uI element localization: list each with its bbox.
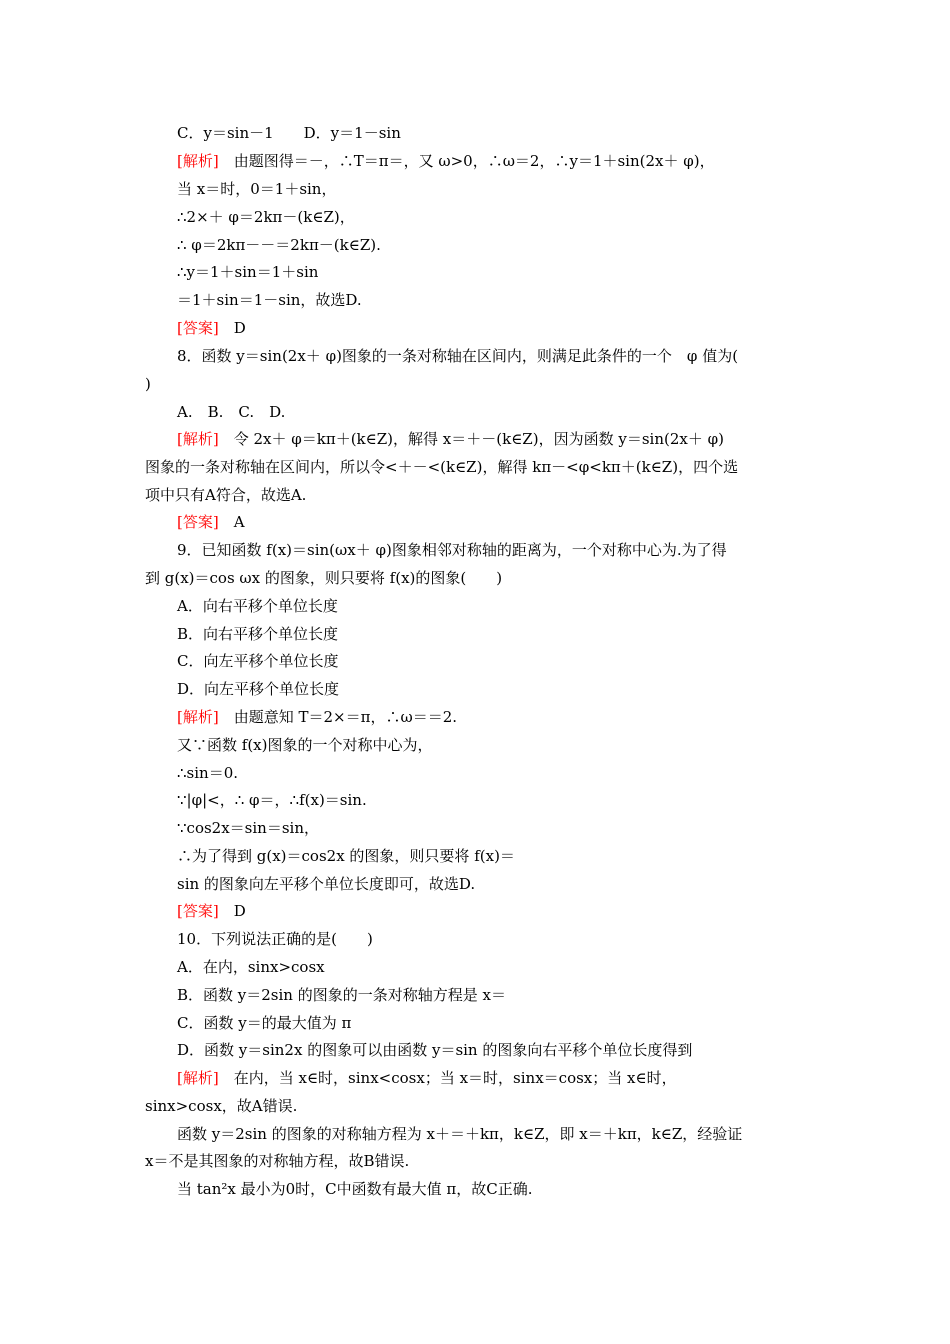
analysis-tag: [解析] [177,152,219,170]
answer-tag: [答案] [177,902,219,920]
option-line: D．函数 y＝sin2x 的图象可以由函数 y＝sin 的图象向右平移个单位长度得到 [177,1041,693,1059]
option-line: D．向左平移个单位长度 [177,680,340,698]
option-line: C．y＝sin－1 D．y＝1－sin [177,124,401,142]
answer-line: [答案] D [177,902,246,920]
text-line: 又∵函数 f(x)图象的一个对称中心为， [177,736,433,754]
question-8: 8．函数 y＝sin(2x＋ φ)图象的一条对称轴在区间内，则满足此条件的一个 φ 值为( [177,347,739,365]
text-line: ∴为了得到 g(x)＝cos2x 的图象，则只要将 f(x)＝ [177,847,515,865]
analysis-line: [解析] 由题意知 T＝2×＝π，∴ω＝＝2. [177,708,458,726]
text-line: ) [145,375,151,393]
analysis-tag: [解析] [177,708,219,726]
answer-line: [答案] D [177,319,246,337]
text-line: sinx>cosx，故A错误. [145,1097,298,1115]
question-9: 9．已知函数 f(x)＝sin(ωx＋ φ)图象相邻对称轴的距离为，一个对称中心为.为了得 [177,541,727,559]
option-line: C．函数 y＝的最大值为 π [177,1014,352,1032]
analysis-line: [解析] 令 2x＋ φ＝kπ＋(k∈Z)，解得 x＝＋－(k∈Z)，因为函数 y＝sin(2x＋ φ) [177,430,724,448]
question-10: 10．下列说法正确的是( ) [177,930,373,948]
text-line: 项中只有A符合，故选A. [145,486,307,504]
analysis-line: [解析] 由题图得＝－，∴T＝π＝，又 ω>0，∴ω＝2，∴y＝1＋sin(2x＋ φ)， [177,152,715,170]
answer-tag: [答案] [177,319,219,337]
text-line: ∴ φ＝2kπ－－＝2kπ－(k∈Z). [177,236,381,254]
option-line: A. B. C. D. [177,403,286,421]
analysis-tag: [解析] [177,430,219,448]
text-line: 当 tan²x 最小为0时，C中函数有最大值 π，故C正确. [177,1180,533,1198]
text-line: ∵cos2x＝sin＝sin， [177,819,319,837]
option-line: B．向右平移个单位长度 [177,625,339,643]
option-line: A．向右平移个单位长度 [177,597,338,615]
text-line: ∴y＝1＋sin＝1＋sin [177,263,319,281]
text-line: ∴sin＝0. [177,764,239,782]
text-line: 当 x＝时，0＝1＋sin， [177,180,337,198]
text-line: 到 g(x)＝cos ωx 的图象，则只要将 f(x)的图象( ) [145,569,503,587]
text-line: x＝不是其图象的对称轴方程，故B错误. [145,1152,410,1170]
analysis-line: [解析] 在内，当 x∈时，sinx<cosx；当 x＝时，sinx＝cosx；当 x∈时， [177,1069,677,1087]
analysis-tag: [解析] [177,1069,219,1087]
text-line: 图象的一条对称轴在区间内，所以令<＋－<(k∈Z)，解得 kπ－<φ<kπ＋(k∈Z)，四个选 [145,458,739,476]
option-line: C．向左平移个单位长度 [177,652,339,670]
answer-tag: [答案] [177,513,219,531]
option-line: A．在内，sinx>cosx [177,958,325,976]
answer-line: [答案] A [177,513,245,531]
text-line: ＝1＋sin＝1－sin，故选D. [177,291,362,309]
option-line: B．函数 y＝2sin 的图象的一条对称轴方程是 x＝ [177,986,506,1004]
text-line: ∴2×＋ φ＝2kπ－(k∈Z)， [177,208,355,226]
text-line: ∵|φ|<，∴ φ＝，∴f(x)＝sin. [177,791,367,809]
text-line: 函数 y＝2sin 的图象的对称轴方程为 x＋＝＋kπ，k∈Z，即 x＝＋kπ，k∈Z，经验证 [177,1125,743,1143]
text-line: sin 的图象向左平移个单位长度即可，故选D. [177,875,476,893]
